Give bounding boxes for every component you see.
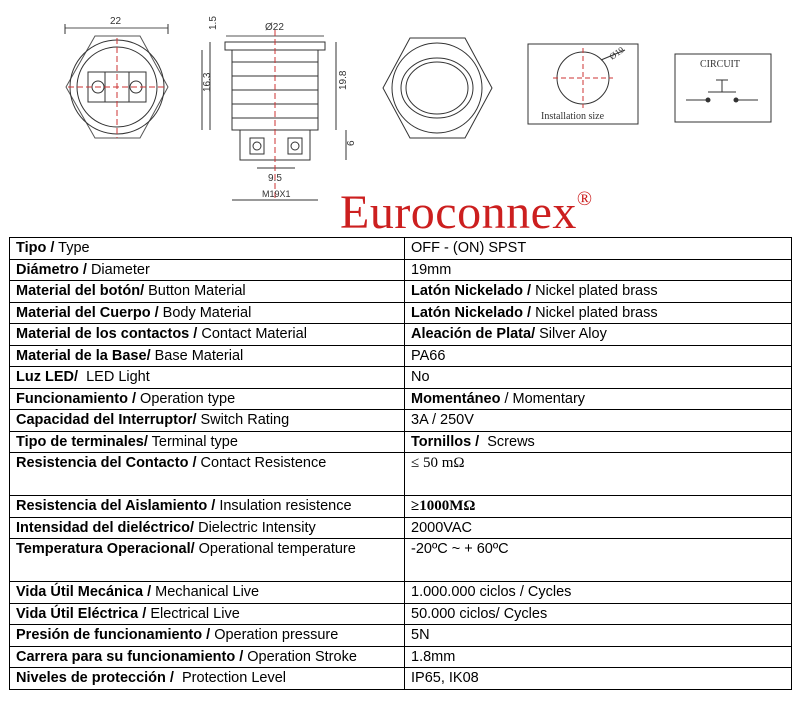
spec-label: [10, 603, 405, 625]
registered-mark: ®: [576, 188, 593, 210]
spec-label: [10, 238, 405, 260]
spec-value-text: 1.8mm: [411, 648, 456, 665]
spec-label: [10, 302, 405, 324]
spec-label-es: Material de la Base/: [16, 347, 151, 364]
spec-label-en: Mechanical Live: [151, 584, 260, 600]
spec-value-text: ≥1000MΩ: [411, 498, 476, 514]
spec-label-es: Carrera para su funcionamiento /: [16, 648, 244, 665]
spec-label: [10, 345, 405, 367]
spec-value: [405, 625, 792, 647]
spec-label: [10, 388, 405, 410]
specifications-table-body: [10, 238, 792, 690]
spec-value: [405, 668, 792, 690]
spec-label-es: Material del Cuerpo /: [16, 304, 159, 321]
spec-value-text: 3A / 250V: [411, 412, 474, 428]
spec-label-en: Terminal type: [147, 433, 238, 450]
height-top-label: 1.5: [208, 16, 219, 30]
spec-row: [10, 238, 792, 260]
spec-label-en: Electrical Live: [146, 605, 240, 622]
spec-label-es: Luz LED/: [16, 369, 79, 385]
thread-label: M19X1: [262, 189, 291, 199]
spec-label-en: Insulation resistence: [215, 498, 352, 514]
spec-label: [10, 367, 405, 389]
spec-row: [10, 281, 792, 303]
spec-value-bold: Tornillos /: [411, 433, 480, 450]
spec-value: [405, 582, 792, 604]
spec-label-es: Intensidad del dieléctrico/: [16, 519, 195, 536]
spec-value: [405, 646, 792, 668]
brand-name: Euroconnex: [340, 186, 577, 239]
spec-row: [10, 367, 792, 389]
spec-value: [405, 539, 792, 582]
spec-label-en: Body Material: [158, 304, 252, 321]
terminal-height-label: 6: [346, 140, 357, 146]
spec-label-en: Operation type: [136, 390, 236, 407]
spec-row: [10, 388, 792, 410]
spec-label-es: Vida Útil Mecánica /: [16, 584, 152, 600]
height-total-label: 19.8: [338, 70, 349, 90]
spec-value: [405, 345, 792, 367]
spec-label-es: Resistencia del Aislamiento /: [16, 498, 216, 514]
spec-label: [10, 281, 405, 303]
spec-label-es: Presión de funcionamiento /: [16, 627, 211, 643]
spec-label-es: Material de los contactos /: [16, 326, 198, 342]
spec-value: [405, 388, 792, 410]
spec-label-en: Base Material: [150, 347, 244, 364]
spec-value-text: -20ºC ~ + 60ºC: [411, 541, 509, 557]
spec-label: [10, 582, 405, 604]
spec-label-en: Operation Stroke: [243, 648, 357, 665]
spec-row: [10, 496, 792, 518]
height-body-label: 16.3: [202, 72, 213, 92]
spec-label-en: Diameter: [86, 261, 150, 278]
spec-label: [10, 431, 405, 453]
spec-value-text: No: [411, 369, 430, 385]
spec-label-es: Tipo /: [16, 240, 55, 256]
spec-label-en: Operational temperature: [194, 541, 356, 557]
spec-row: [10, 646, 792, 668]
spec-label-en: Contact Resistence: [196, 455, 327, 471]
spec-label-en: Dielectric Intensity: [194, 519, 316, 536]
spec-value-text: Screws: [479, 433, 535, 450]
spec-label: [10, 668, 405, 690]
spec-label: [10, 646, 405, 668]
front-view-drawing: [65, 24, 168, 138]
spec-label-es: Diámetro /: [16, 261, 87, 278]
spec-label: [10, 259, 405, 281]
spec-label: [10, 410, 405, 432]
spec-value-text: 2000VAC: [411, 519, 472, 536]
spec-label: [10, 496, 405, 518]
spec-label-es: Niveles de protección /: [16, 670, 174, 686]
top-view-drawing: [383, 38, 492, 138]
spec-value-bold: Latón Nickelado /: [411, 283, 532, 299]
spec-value: [405, 496, 792, 518]
circuit-label: CIRCUIT: [700, 59, 740, 70]
spec-row: [10, 324, 792, 346]
spec-label: [10, 453, 405, 496]
front-width-label: 22: [110, 16, 122, 27]
spec-label-en: Type: [54, 240, 90, 256]
spec-row: [10, 259, 792, 281]
spec-value-text: / Momentary: [500, 390, 586, 407]
spec-value: [405, 281, 792, 303]
diameter-top-label: Ø22: [265, 22, 284, 33]
specifications-table: [9, 237, 792, 690]
spec-value: [405, 238, 792, 260]
spec-label-es: Vida Útil Eléctrica /: [16, 605, 147, 622]
spec-row: [10, 668, 792, 690]
spec-value: [405, 453, 792, 496]
spec-row: [10, 625, 792, 647]
installation-size-label: Installation size: [541, 111, 605, 122]
spec-label-es: Resistencia del Contacto /: [16, 455, 197, 471]
spec-value: [405, 410, 792, 432]
spec-row: [10, 603, 792, 625]
spec-value-text: IP65, IK08: [411, 670, 479, 686]
spec-label: [10, 625, 405, 647]
spec-value: [405, 302, 792, 324]
spec-row: [10, 453, 792, 496]
spec-value-text: ≤ 50 mΩ: [411, 455, 465, 471]
spec-label-en: Button Material: [144, 283, 246, 299]
spec-label-es: Temperatura Operacional/: [16, 541, 195, 557]
brand-logo: [340, 180, 640, 239]
spec-value: [405, 517, 792, 539]
spec-value-text: 19mm: [411, 261, 452, 278]
spec-label-en: LED Light: [78, 369, 150, 385]
spec-label: [10, 324, 405, 346]
spec-value-text: 50.000 ciclos/ Cycles: [411, 605, 548, 622]
spec-value: [405, 259, 792, 281]
spec-row: [10, 431, 792, 453]
spec-value-text: Nickel plated brass: [531, 304, 658, 321]
spec-value-text: 5N: [411, 627, 430, 643]
spec-value-bold: Momentáneo: [411, 390, 501, 407]
spec-value-bold: Latón Nickelado /: [411, 304, 532, 321]
spec-label-en: Protection Level: [173, 670, 286, 686]
spec-value-text: 1.000.000 ciclos / Cycles: [411, 584, 572, 600]
spec-row: [10, 582, 792, 604]
spec-label-es: Capacidad del Interruptor/: [16, 412, 197, 428]
spec-value: [405, 431, 792, 453]
spec-row: [10, 517, 792, 539]
spec-value: [405, 324, 792, 346]
installation-diameter-label: Ø19: [607, 44, 626, 62]
spec-label-es: Material del botón/: [16, 283, 145, 299]
spec-value-text: Silver Aloy: [535, 326, 607, 342]
spec-value: [405, 603, 792, 625]
spec-value: [405, 367, 792, 389]
spec-label: [10, 539, 405, 582]
spec-label-es: Tipo de terminales/: [16, 433, 148, 450]
spec-value-text: Nickel plated brass: [531, 283, 658, 299]
spec-label-es: Funcionamiento /: [16, 390, 137, 407]
spec-row: [10, 539, 792, 582]
spec-label: [10, 517, 405, 539]
spec-row: [10, 302, 792, 324]
spec-label-en: Contact Material: [197, 326, 307, 342]
spec-value-bold: Aleación de Plata/: [411, 326, 536, 342]
spec-row: [10, 410, 792, 432]
spec-label-en: Switch Rating: [196, 412, 290, 428]
spec-value-text: OFF - (ON) SPST: [411, 240, 527, 256]
spec-row: [10, 345, 792, 367]
pin-pitch-label: 9.5: [268, 173, 282, 184]
spec-label-en: Operation pressure: [210, 627, 339, 643]
spec-value-text: PA66: [411, 347, 446, 364]
